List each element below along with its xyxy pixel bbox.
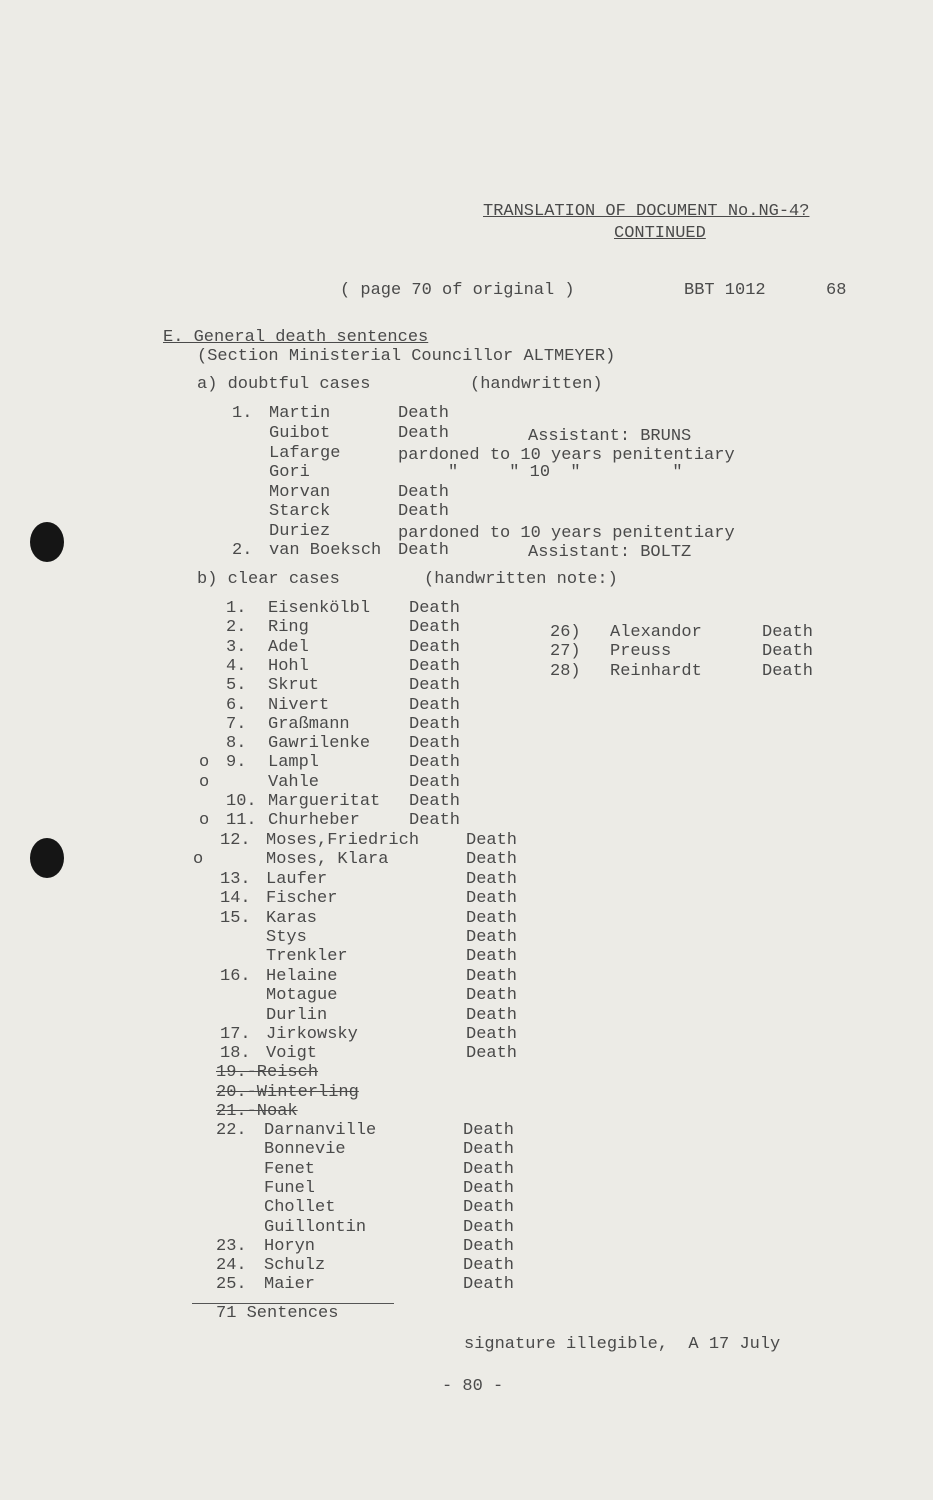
list-item-number: 1. — [232, 404, 253, 423]
list-item-number: 26) — [550, 623, 581, 642]
list-item-sentence: Death — [409, 599, 461, 618]
signature-line: signature illegible, A 17 July — [464, 1335, 781, 1354]
list-item-sentence: pardoned to 10 years penitentiary — [398, 524, 735, 543]
list-item-name: Guibot — [269, 424, 331, 443]
list-item-name: Preuss — [610, 642, 672, 662]
list-item-number: 7. — [226, 714, 247, 734]
list-item-number: 5. — [226, 676, 247, 696]
list-item-sentence: pardoned to 10 years penitentiary — [398, 446, 735, 465]
bbt-reference: BBT 1012 — [684, 281, 766, 300]
list-item-number: 6. — [226, 695, 247, 715]
list-item-name: Durlin — [266, 1005, 328, 1025]
list-item-sentence: Death — [466, 889, 518, 909]
list-item-mark: o — [199, 811, 210, 831]
list-item-name: Horyn — [264, 1236, 316, 1256]
list-item-number: 22. — [216, 1121, 247, 1140]
list-item-sentence: Death — [466, 850, 518, 870]
list-item-sentence: Death — [409, 772, 461, 792]
list-item-sentence: Death — [466, 831, 518, 850]
list-item-sentence: Death — [398, 404, 450, 423]
list-item-mark: o — [193, 850, 204, 870]
list-item-name: Fischer — [266, 889, 338, 909]
total-sentences: 71 Sentences — [216, 1304, 339, 1323]
list-item-number: 8. — [226, 734, 247, 754]
list-item-name: Funel — [264, 1178, 316, 1198]
list-item-name: Gori — [269, 463, 310, 482]
list-item-sentence: Death — [466, 947, 518, 967]
list-item-sentence: Death — [409, 792, 461, 811]
list-item-sentence: Death — [466, 928, 518, 947]
list-item-sentence: Death — [762, 642, 814, 662]
list-item-name: Helaine — [266, 966, 338, 986]
list-item-name: Margueritat — [268, 792, 381, 811]
list-item-sentence: Death — [409, 753, 461, 773]
list-item-sentence: Death — [463, 1159, 515, 1179]
list-item-name: Chollet — [264, 1198, 336, 1218]
part-b-label: b) clear cases — [197, 570, 340, 589]
list-item-number: 4. — [226, 656, 247, 676]
list-item-name: Motague — [266, 986, 338, 1006]
list-item-name: Guillontin — [264, 1217, 367, 1237]
list-item-number: 10. — [226, 792, 257, 811]
list-item-sentence: Death — [398, 424, 450, 443]
list-item-sentence: Death — [466, 966, 518, 986]
list-item-name: van Boeksch — [269, 541, 382, 560]
list-item-name: Alexandor — [610, 623, 702, 642]
struck-entry: 20.-Winterling — [216, 1082, 359, 1102]
list-item-sentence: Death — [409, 695, 461, 715]
list-item-sentence: Death — [409, 714, 461, 734]
page-count: 68 — [826, 281, 847, 300]
list-item-name: Reinhardt — [610, 661, 702, 681]
list-item-sentence: Death — [463, 1236, 515, 1256]
list-item-sentence: Death — [466, 986, 518, 1006]
list-item-name: Lafarge — [269, 444, 341, 463]
list-item-sentence: Death — [463, 1275, 515, 1295]
list-item-name: Darnanville — [264, 1121, 377, 1140]
list-item-sentence: Death — [409, 734, 461, 754]
list-item-number: 28) — [550, 661, 581, 681]
list-item-number: 18. — [220, 1044, 251, 1064]
list-item-sentence: Death — [463, 1121, 515, 1140]
list-item-name: Skrut — [268, 676, 320, 696]
list-item-sentence: Death — [398, 483, 450, 502]
document-subtitle: CONTINUED — [614, 224, 706, 243]
list-item-sentence: Death — [463, 1256, 515, 1276]
list-item-sentence: Death — [463, 1198, 515, 1218]
list-item-sentence: Death — [466, 869, 518, 889]
list-item-number: 24. — [216, 1256, 247, 1276]
list-item-number: 11. — [226, 811, 257, 831]
assistant-note-2: Assistant: BOLTZ — [528, 543, 692, 562]
list-item-name: Schulz — [264, 1256, 326, 1276]
list-item-sentence: " " 10 " " — [448, 463, 683, 482]
list-item-name: Stys — [266, 928, 307, 947]
list-item-name: Vahle — [268, 772, 320, 792]
list-item-sentence: Death — [409, 656, 461, 676]
list-item-name: Churheber — [268, 811, 360, 831]
list-item-number: 13. — [220, 869, 251, 889]
list-item-name: Trenkler — [266, 947, 348, 967]
struck-entry: 19.-Reisch — [216, 1063, 319, 1082]
part-a-note: (handwritten) — [470, 375, 603, 394]
assistant-note-1: Assistant: BRUNS — [528, 427, 692, 446]
section-subheading: (Section Ministerial Councillor ALTMEYER) — [197, 347, 616, 366]
list-item-sentence: Death — [466, 1005, 518, 1025]
list-item-number: 12. — [220, 831, 251, 850]
list-item-sentence: Death — [463, 1140, 515, 1160]
page-number: - 80 - — [442, 1377, 504, 1396]
list-item-name: Fenet — [264, 1159, 316, 1179]
list-item-name: Nivert — [268, 695, 330, 715]
struck-entry: 21.-Noak — [216, 1102, 298, 1121]
list-item-name: Graßmann — [268, 714, 350, 734]
list-item-name: Lampl — [268, 753, 320, 773]
list-item-number: 2. — [226, 618, 247, 638]
punch-hole-bottom — [30, 838, 64, 878]
list-item-number: 3. — [226, 637, 247, 657]
section-heading: E. General death sentences — [163, 328, 429, 347]
list-item-number: 9. — [226, 753, 247, 773]
list-item-number: 16. — [220, 966, 251, 986]
list-item-sentence: Death — [409, 637, 461, 657]
list-item-sentence: Death — [409, 811, 461, 831]
list-item-sentence: Death — [463, 1217, 515, 1237]
list-item-sentence: Death — [409, 676, 461, 696]
list-item-name: Starck — [269, 502, 331, 521]
list-item-number: 14. — [220, 889, 251, 909]
list-item-sentence: Death — [398, 541, 450, 560]
list-item-number: 27) — [550, 642, 581, 662]
list-item-name: Karas — [266, 908, 318, 928]
list-item-number: 17. — [220, 1025, 251, 1044]
list-item-name: Bonnevie — [264, 1140, 346, 1160]
list-item-name: Eisenkölbl — [268, 599, 371, 618]
list-item-number: 25. — [216, 1275, 247, 1295]
list-item-sentence: Death — [762, 661, 814, 681]
punch-hole-top — [30, 522, 64, 562]
list-item-name: Morvan — [269, 483, 331, 502]
list-item-name: Hohl — [268, 656, 309, 676]
list-item-name: Ring — [268, 618, 309, 638]
list-item-name: Moses, Klara — [266, 850, 389, 870]
page-reference: ( page 70 of original ) — [340, 281, 575, 300]
list-item-number: 1. — [226, 599, 247, 618]
list-item-sentence: Death — [466, 908, 518, 928]
list-item-name: Duriez — [269, 522, 331, 541]
list-item-name: Gawrilenke — [268, 734, 371, 754]
list-item-name: Martin — [269, 404, 331, 423]
list-item-sentence: Death — [463, 1178, 515, 1198]
list-item-name: Maier — [264, 1275, 316, 1295]
list-item-number: 2. — [232, 541, 253, 560]
document-title: TRANSLATION OF DOCUMENT No.NG-4? — [483, 202, 810, 221]
list-item-name: Jirkowsky — [266, 1025, 358, 1044]
list-item-mark: o — [199, 772, 210, 792]
list-item-number: 23. — [216, 1236, 247, 1256]
list-item-name: Voigt — [266, 1044, 318, 1064]
list-item-sentence: Death — [398, 502, 450, 521]
list-item-sentence: Death — [762, 623, 814, 642]
list-item-sentence: Death — [466, 1025, 518, 1044]
list-item-sentence: Death — [466, 1044, 518, 1064]
list-item-name: Moses,Friedrich — [266, 831, 420, 850]
list-item-mark: o — [199, 753, 210, 773]
part-a-label: a) doubtful cases — [197, 375, 371, 394]
list-item-name: Adel — [268, 637, 309, 657]
list-item-number: 15. — [220, 908, 251, 928]
list-item-sentence: Death — [409, 618, 461, 638]
list-item-name: Laufer — [266, 869, 328, 889]
part-b-note: (handwritten note:) — [424, 570, 618, 589]
